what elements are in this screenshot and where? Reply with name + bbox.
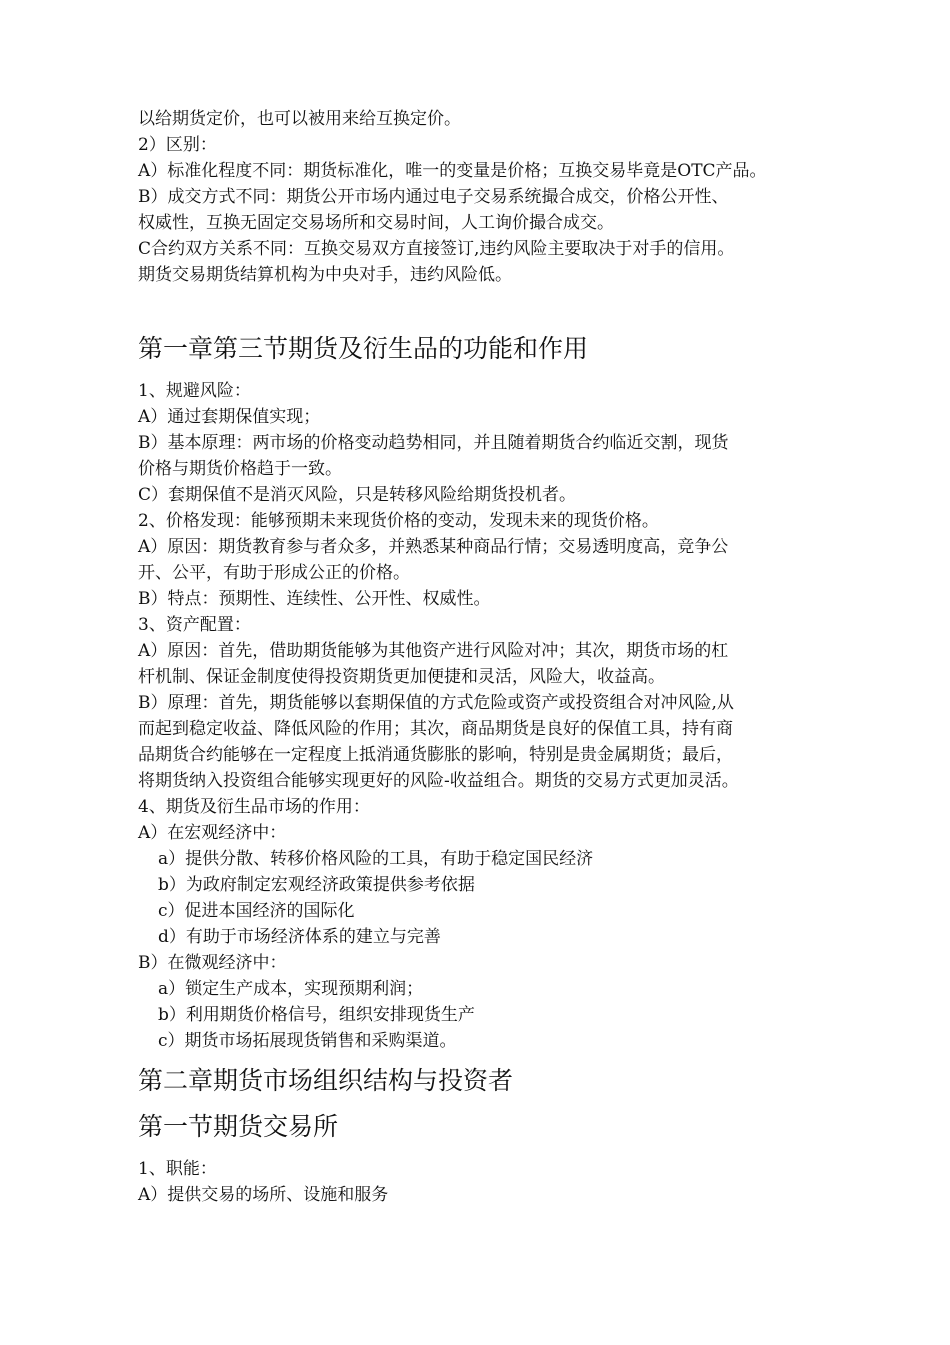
text-line: 将期货纳入投资组合能够实现更好的风险-收益组合。期货的交易方式更加灵活。 (138, 771, 739, 791)
section-functions (138, 332, 828, 1054)
text-line: C）套期保值不是消灭风险，只是转移风险给期货投机者。 (138, 485, 577, 505)
text-line: 4、期货及衍生品市场的作用： (138, 797, 370, 817)
list-item: a）锁定生产成本，实现预期利润； (158, 979, 424, 999)
intro-block (138, 106, 828, 288)
list-item: b）为政府制定宏观经济政策提供参考依据 (158, 875, 475, 895)
text-line: 杆机制、保证金制度使得投资期货更加便捷和灵活，风险大，收益高。 (138, 667, 665, 687)
chapter-two (138, 1064, 828, 1208)
list-item: b）利用期货价格信号，组织安排现货生产 (158, 1005, 475, 1025)
text-line: 价格与期货价格趋于一致。 (138, 459, 342, 479)
chapter-heading: 第二章期货市场组织结构与投资者 (138, 1066, 514, 1095)
text-line: 而起到稳定收益、降低风险的作用；其次，商品期货是良好的保值工具，持有商 (138, 719, 733, 739)
text-line: 2、价格发现：能够预期未来现货价格的变动，发现未来的现货价格。 (138, 511, 659, 531)
text-line: 2）区别： (138, 135, 217, 155)
text-line: 权威性，互换无固定交易场所和交易时间，人工询价撮合成交。 (138, 213, 614, 233)
list-item: d）有助于市场经济体系的建立与完善 (158, 927, 441, 947)
text-line: B）特点：预期性、连续性、公开性、权威性。 (138, 589, 491, 609)
text-line: A）标准化程度不同：期货标准化，唯一的变量是价格；互换交易毕竟是OTC产品。 (138, 161, 767, 181)
section-heading: 第一节期货交易所 (138, 1112, 339, 1141)
text-line: 以给期货定价，也可以被用来给互换定价。 (138, 109, 461, 129)
text-line: A）提供交易的场所、设施和服务 (138, 1185, 389, 1205)
text-line: B）成交方式不同：期货公开市场内通过电子交易系统撮合成交，价格公开性、 (138, 187, 729, 207)
list-item: a）提供分散、转移价格风险的工具，有助于稳定国民经济 (158, 849, 594, 869)
text-line: 1、规避风险： (138, 381, 251, 401)
section-heading: 第一章第三节期货及衍生品的功能和作用 (138, 334, 589, 363)
text-line: 开、公平，有助于形成公正的价格。 (138, 563, 410, 583)
text-line: C合约双方关系不同：互换交易双方直接签订,违约风险主要取决于对手的信用。 (138, 239, 735, 259)
text-line: 品期货合约能够在一定程度上抵消通货膨胀的影响，特别是贵金属期货；最后， (138, 745, 733, 765)
text-line: A）通过套期保值实现； (138, 407, 321, 427)
list-item: c）促进本国经济的国际化 (158, 901, 355, 921)
text-line: A）原因：首先，借助期货能够为其他资产进行风险对冲；其次，期货市场的杠 (138, 641, 729, 661)
text-line: B）基本原理：两市场的价格变动趋势相同，并且随着期货合约临近交割，现货 (138, 433, 729, 453)
text-line: 3、资产配置： (138, 615, 251, 635)
text-line: 1、职能： (138, 1159, 217, 1179)
text-line: 期货交易期货结算机构为中央对手，违约风险低。 (138, 265, 512, 285)
document-page (138, 106, 828, 1208)
text-line: A）在宏观经济中： (138, 823, 287, 843)
text-line: B）原理：首先，期货能够以套期保值的方式危险或资产或投资组合对冲风险,从 (138, 693, 734, 713)
list-item: c）期货市场拓展现货销售和采购渠道。 (158, 1031, 457, 1051)
text-line: B）在微观经济中： (138, 953, 287, 973)
text-line: A）原因：期货教育参与者众多，并熟悉某种商品行情；交易透明度高，竞争公 (138, 537, 729, 557)
